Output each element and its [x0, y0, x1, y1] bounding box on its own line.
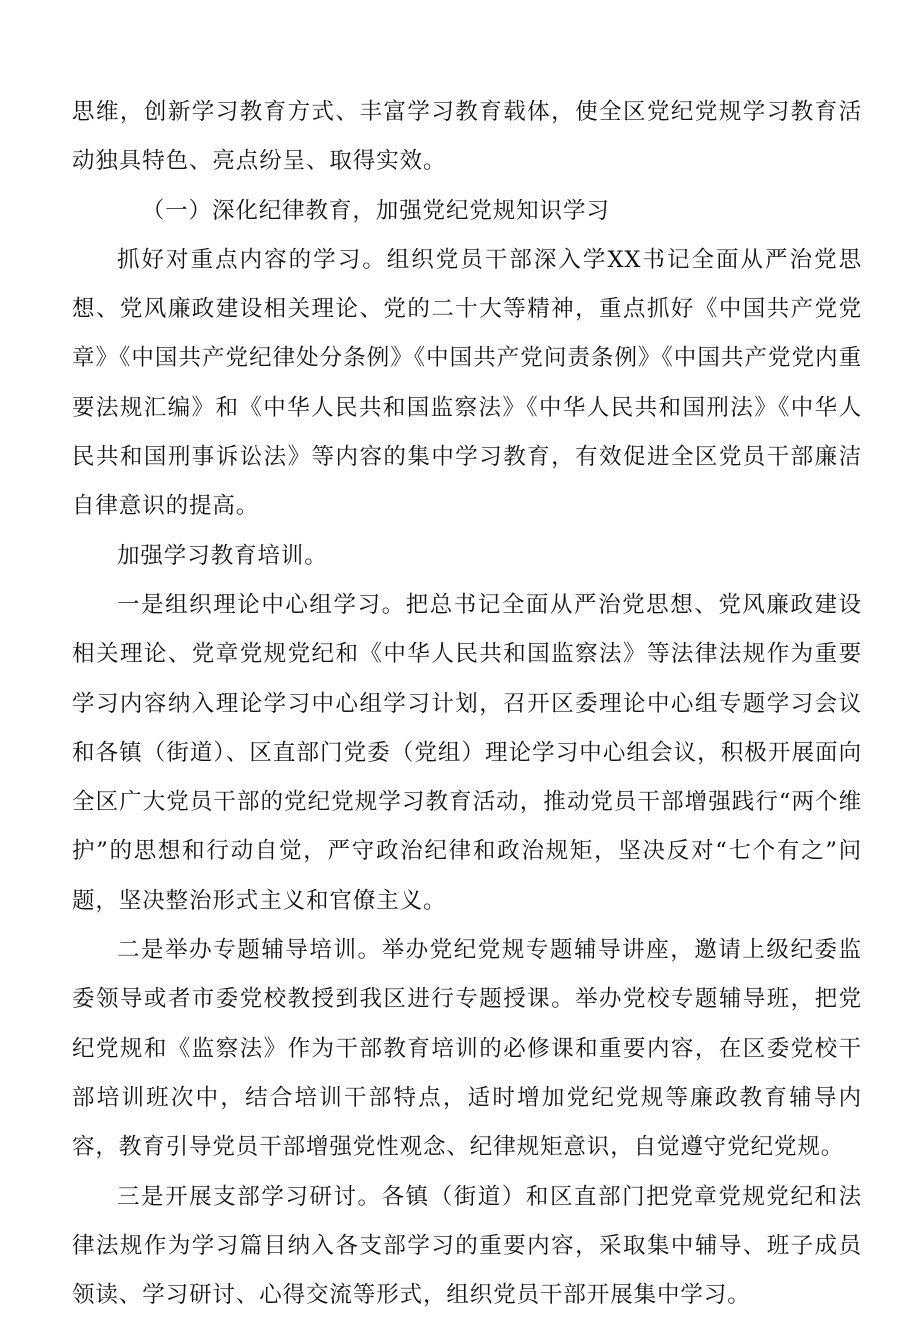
paragraph-item-one: 一是组织理论中心组学习。把总书记全面从严治党思想、党风廉政建设相关理论、党章党规党纪和《中华人民共和国监察法》等法律法规作为重要学习内容纳入理论学习中心组学习计划，召开区委理论中心组专题学习会议和各镇（街道）、区直部门党委（党组）理论学习中心组会议，积极开展面向全区广大党员干部的党纪党规学习教育活动，推动党员干部增强践行“两个维护”的思想和行动自觉，严守政治纪律和政治规矩，坚决反对“七个有之”问题，坚决整治形式主义和官僚主义。 [72, 591, 862, 914]
paragraph-item-three: 三是开展支部学习研讨。各镇（街道）和区直部门把党章党规党纪和法律法规作为学习篇目纳入各支部学习的重要内容，采取集中辅导、班子成员领读、学习研讨、心得交流等形式，组织党员干部开展集中学习。 [72, 1183, 862, 1309]
document-body [72, 88, 862, 1320]
paragraph-training-intro: 加强学习教育培训。 [117, 542, 328, 569]
paragraph-item-two: 二是举办专题辅导培训。举办党纪党规专题辅导讲座，邀请上级纪委监委领导或者市委党校教授到我区进行专题授课。举办党校专题辅导班，把党纪党规和《监察法》作为干部教育培训的必修课和重要内容，在区委党校干部培训班次中，结合培训干部特点，适时增加党纪党规等廉政教育辅导内容，教育引导党员干部增强党性观念、纪律规矩意识，自觉遵守党纪党规。 [72, 937, 862, 1161]
section-heading: （一）深化纪律教育，加强党纪党规知识学习 [141, 197, 610, 224]
paragraph-continuation: 思维，创新学习教育方式、丰富学习教育载体，使全区党纪党规学习教育活动独具特色、亮点纷呈、取得实效。 [72, 99, 862, 175]
paragraph-key-content: 抓好对重点内容的学习。组织党员干部深入学XX书记全面从严治党思想、党风廉政建设相关理论、党的二十大等精神，重点抓好《中国共产党党章》《中国共产党纪律处分条例》《中国共产党问责条例》《中国共产党党内重要法规汇编》和《中华人民共和国监察法》《中华人民共和国刑法》《中华人民共和国刑事诉讼法》等内容的集中学习教育，有效促进全区党员干部廉洁自律意识的提高。 [72, 246, 862, 520]
